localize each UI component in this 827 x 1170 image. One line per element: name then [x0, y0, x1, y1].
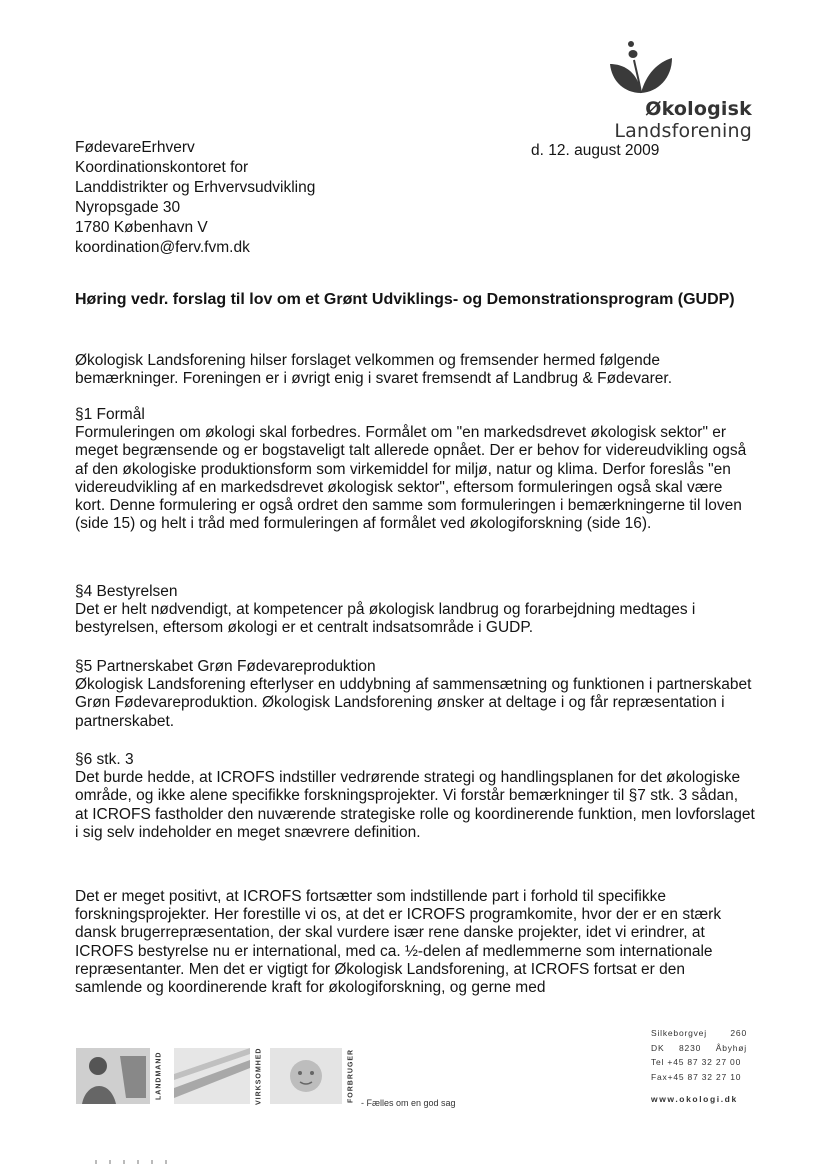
contact-country: DK	[651, 1042, 665, 1053]
closing-paragraph: Det er meget positivt, at ICROFS fortsætter som indstillende part i forhold til specifikke forskningsprojekter. Her forestille vi os, at det er ICROFS programkomite, hvor der er en stærk dansk brugerrepræsentation, der skal vurdere især rene danske projekter, idet vi erindrer, at ICROFS bestyrelse nu er international, med ca. ½-delen af medlemmerne som internationale repræsentanter. Men det er vigtigt for Økologisk Landsforening, at ICROFS fortsat er den samlende og koordinerende kraft for økologiforskning, og gerne med	[75, 888, 722, 997]
contact-website-link[interactable]: www.okologi.dk	[651, 1094, 738, 1104]
section-heading: §5 Partnerskabet Grøn Fødevareproduktion	[75, 658, 376, 675]
recipient-line: Koordinationskontoret for	[75, 159, 249, 176]
leaf-sprout-icon	[606, 38, 676, 98]
scan-artifact-dots	[95, 1160, 175, 1164]
company-photo	[174, 1048, 250, 1104]
section-heading: §4 Bestyrelsen	[75, 583, 178, 600]
consumer-photo	[270, 1048, 342, 1104]
footer-slogan: - Fælles om en god sag	[361, 1098, 456, 1108]
contact-block	[651, 1026, 747, 1107]
intro-paragraph: Økologisk Landsforening hilser forslaget velkommen og fremsender hermed følgende bemærkninger. Foreningen er i øvrigt enig i svaret fremsendt af Landbrug & Fødevarer.	[75, 352, 673, 388]
section-heading: §1 Formål	[75, 406, 145, 423]
letter-subject: Høring vedr. forslag til lov om et Grønt Udviklings- og Demonstrationsprogram (GUDP)	[75, 291, 735, 308]
footer-label: VIRKSOMHED	[255, 1047, 263, 1105]
recipient-email: koordination@ferv.fvm.dk	[75, 239, 250, 256]
contact-fax: Fax+45 87 32 27 10	[651, 1071, 742, 1082]
contact-tel: Tel +45 87 32 27 00	[651, 1057, 742, 1067]
section-1	[75, 406, 755, 533]
section-5	[75, 658, 755, 731]
recipient-line: Nyropsgade 30	[75, 199, 181, 216]
recipient-line: Landdistrikter og Erhvervsudvikling	[75, 179, 316, 196]
section-4	[75, 583, 755, 638]
contact-zip: 8230	[679, 1042, 702, 1053]
footer-label: FORBRUGER	[347, 1048, 355, 1104]
recipient-line: 1780 København V	[75, 219, 208, 236]
logo-wordmark: Økologisk Landsforening	[614, 98, 752, 142]
logo	[532, 38, 752, 142]
section-6	[75, 751, 755, 842]
recipient-address	[75, 138, 315, 258]
farmer-photo	[76, 1048, 150, 1104]
contact-city: Åbyhøj	[715, 1042, 747, 1053]
footer-label: LANDMAND	[155, 1051, 163, 1101]
letter-footer	[0, 1020, 827, 1120]
section-heading: §6 stk. 3	[75, 751, 134, 768]
contact-number: 260	[730, 1028, 747, 1038]
section-text: Økologisk Landsforening efterlyser en uddybning af sammensætning og funktionen i partnerskabet Grøn Fødevareproduktion. Økologisk Landsforening ønsker at deltage i og får repræsentation i partnerskabet.	[75, 676, 752, 730]
recipient-line: FødevareErhverv	[75, 139, 195, 156]
section-text: Formuleringen om økologi skal forbedres. Formålet om "en markedsdrevet økologisk sektor" er meget begrænsende og er bogstaveligt talt allerede opnået. Der er behov for videreudvikling også af den økologiske produktionsform som virkemiddel for miljø, natur og klima. Derfor foreslås "en videreudvikling af en markedsdrevet økologisk sektor", eftersom formuleringen også skal være kort. Denne formulering er også ordret den samme som formuleringen i bemærkningerne til loven (side 15) og helt i tråd med formuleringen af formålet ved økologiforskning (side 16).	[75, 424, 747, 533]
section-text: Det burde hedde, at ICROFS indstiller vedrørende strategi og handlingsplanen for det økologiske område, og ikke alene specifikke forskningsprojekter. Vi forstår bemærkninger til §7 stk. 3 sådan, at ICROFS fastholder den nuværende strategiske rolle og koordinerende funktion, men lovforslaget i sig selv indeholder en meget snævrere definition.	[75, 769, 755, 841]
letter-date: d. 12. august 2009	[531, 142, 660, 159]
contact-street: Silkeborgvej	[651, 1028, 707, 1038]
section-text: Det er helt nødvendigt, at kompetencer på økologisk landbrug og forarbejdning medtages i bestyrelsen, eftersom økologi er et centralt indsatsområde i GUDP.	[75, 601, 696, 637]
